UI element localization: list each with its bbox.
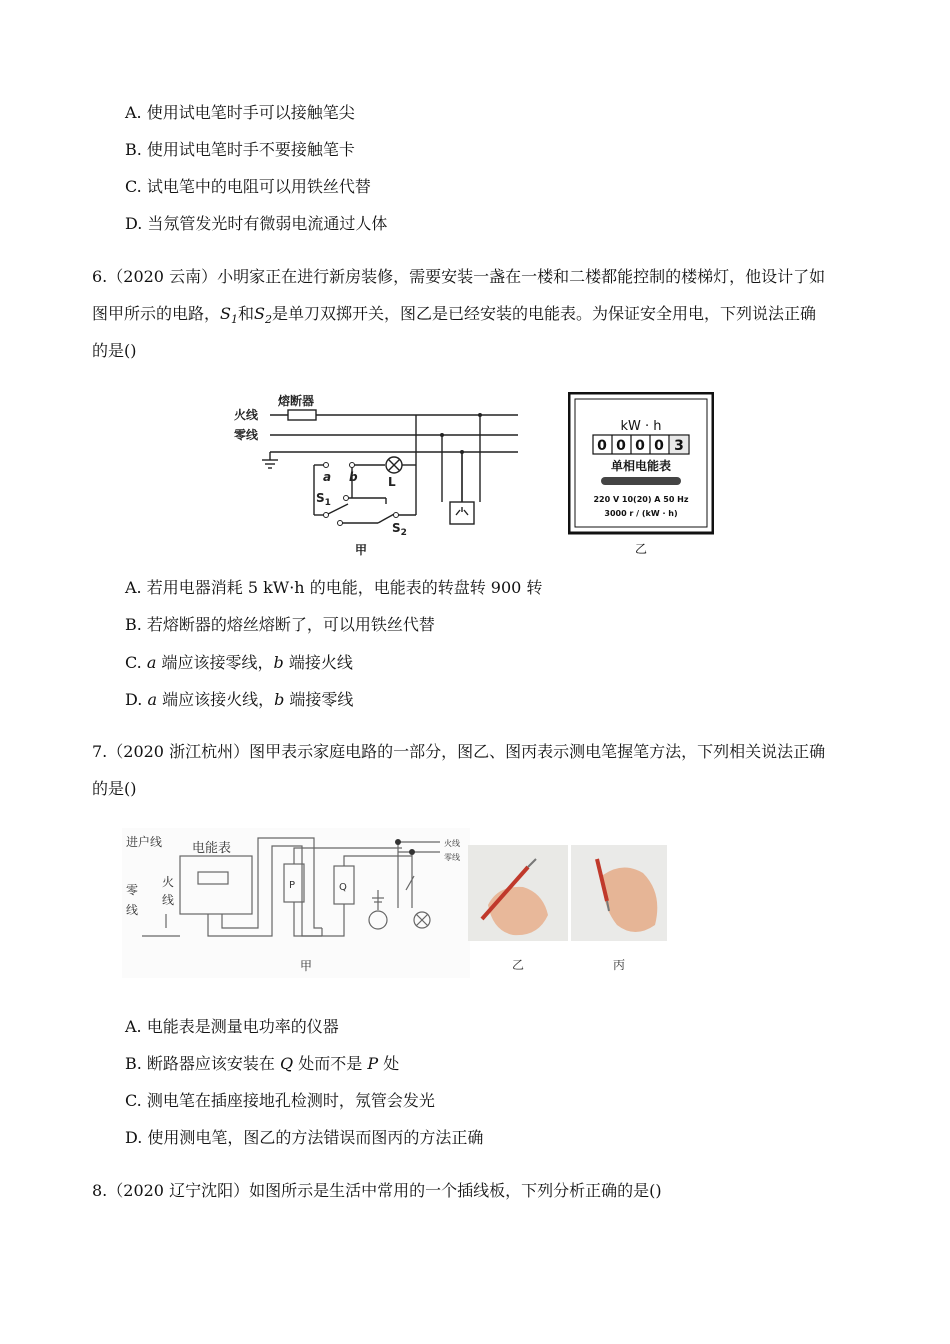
q7-stem-line1: 7.（2020 浙江杭州）图甲表示家庭电路的一部分，图乙、图丙表示测电笔握笔方法，下列相关说法正确 [92, 742, 826, 761]
caption-yi: 乙 [634, 542, 648, 556]
switch-s1: $S_1$ [316, 491, 331, 508]
q6-stem-line3: 的是() [92, 341, 137, 360]
breaker-p-label: P [289, 880, 296, 891]
caption-yi: 乙 [511, 958, 525, 972]
q5-option-c: C. 试电笔中的电阻可以用铁丝代替 [125, 177, 371, 196]
meter-digit: 0 [597, 438, 607, 454]
fuse-icon [288, 410, 316, 420]
meter-digit: 0 [635, 438, 645, 454]
lamp-label: L [388, 475, 396, 489]
meter-spec1: 220 V 10(20) A 50 Hz [593, 495, 689, 504]
meter-disc-icon [601, 477, 681, 485]
neutral-label: 零线 [234, 428, 259, 442]
live-label: 火线 [234, 408, 259, 422]
q5-option-d: D. 当氖管发光时有微弱电流通过人体 [125, 214, 388, 233]
terminal-b: b [349, 470, 358, 484]
caption-jia: 甲 [300, 959, 313, 973]
meter-digit: 3 [674, 438, 684, 454]
fuse-label: 熔断器 [278, 394, 315, 408]
q5-option-a: A. 使用试电笔时手可以接触笔尖 [125, 103, 355, 122]
meter-name: 单相电能表 [610, 459, 672, 473]
q7-option-a: A. 电能表是测量电功率的仪器 [125, 1017, 339, 1036]
live-label-v1: 火 [162, 875, 175, 889]
meter-unit: kW · h [620, 419, 662, 434]
switch-s2: $S_2$ [392, 521, 407, 538]
neutral-label-v1: 零 [126, 883, 139, 897]
neutral-label-v2: 线 [126, 903, 139, 917]
meter-digit: 0 [654, 438, 664, 454]
q6-option-d: D. a 端应该接火线，b 端接零线 [125, 690, 354, 709]
q7-photo-yi [468, 845, 568, 973]
q6-s1: $S_1$ [220, 304, 238, 327]
q7-option-c: C. 测电笔在插座接地孔检测时，氖管会发光 [125, 1091, 435, 1110]
q7-option-b: B. 断路器应该安装在 Q 处而不是 P 处 [125, 1054, 400, 1073]
socket-icon [450, 502, 474, 524]
q7-option-d: D. 使用测电笔，图乙的方法错误而图丙的方法正确 [125, 1128, 484, 1147]
incoming-label: 进户线 [126, 835, 163, 849]
neutral-small-label: 零线 [444, 853, 460, 862]
q7-household-circuit [122, 828, 470, 978]
q7-photo-bing [571, 845, 667, 973]
q8-stem-line1: 8.（2020 辽宁沈阳）如图所示是生活中常用的一个插线板，下列分析正确的是() [92, 1181, 662, 1200]
q6-option-a: A. 若用电器消耗 5 kW·h 的电能，电能表的转盘转 900 转 [125, 578, 543, 597]
q6-option-c: C. a 端应该接零线，b 端接火线 [125, 653, 353, 672]
live-small-label: 火线 [444, 839, 460, 848]
breaker-q-label: Q [339, 882, 347, 893]
q6-stem-line2: 图甲所示的电路，$S_1$和$S_2$是单刀双掷开关，图乙是已经安装的电能表。为保证安全用电，下列说法正确 [92, 304, 816, 327]
terminal-a: a [323, 470, 332, 484]
q6-option-b: B. 若熔断器的熔丝熔断了，可以用铁丝代替 [125, 615, 435, 634]
q6-stem-text: 图甲所示的电路， [92, 304, 221, 323]
q7-stem-line2: 的是() [92, 779, 137, 798]
live-label-v2: 线 [162, 893, 175, 907]
meter-label: 电能表 [192, 841, 232, 856]
caption-bing: 丙 [612, 958, 626, 972]
q6-energy-meter [568, 392, 714, 558]
q6-circuit-diagram [228, 388, 528, 560]
meter-digit: 0 [616, 438, 626, 454]
meter-spec2: 3000 r / (kW · h) [604, 509, 678, 518]
q6-stem-line1: 6.（2020 云南）小明家正在进行新房装修，需要安装一盏在一楼和二楼都能控制的楼梯灯，他设计了如 [92, 267, 826, 286]
caption-jia: 甲 [355, 543, 368, 557]
q6-s2: $S_2$ [254, 304, 272, 327]
q5-option-b: B. 使用试电笔时手不要接触笔卡 [125, 140, 355, 159]
